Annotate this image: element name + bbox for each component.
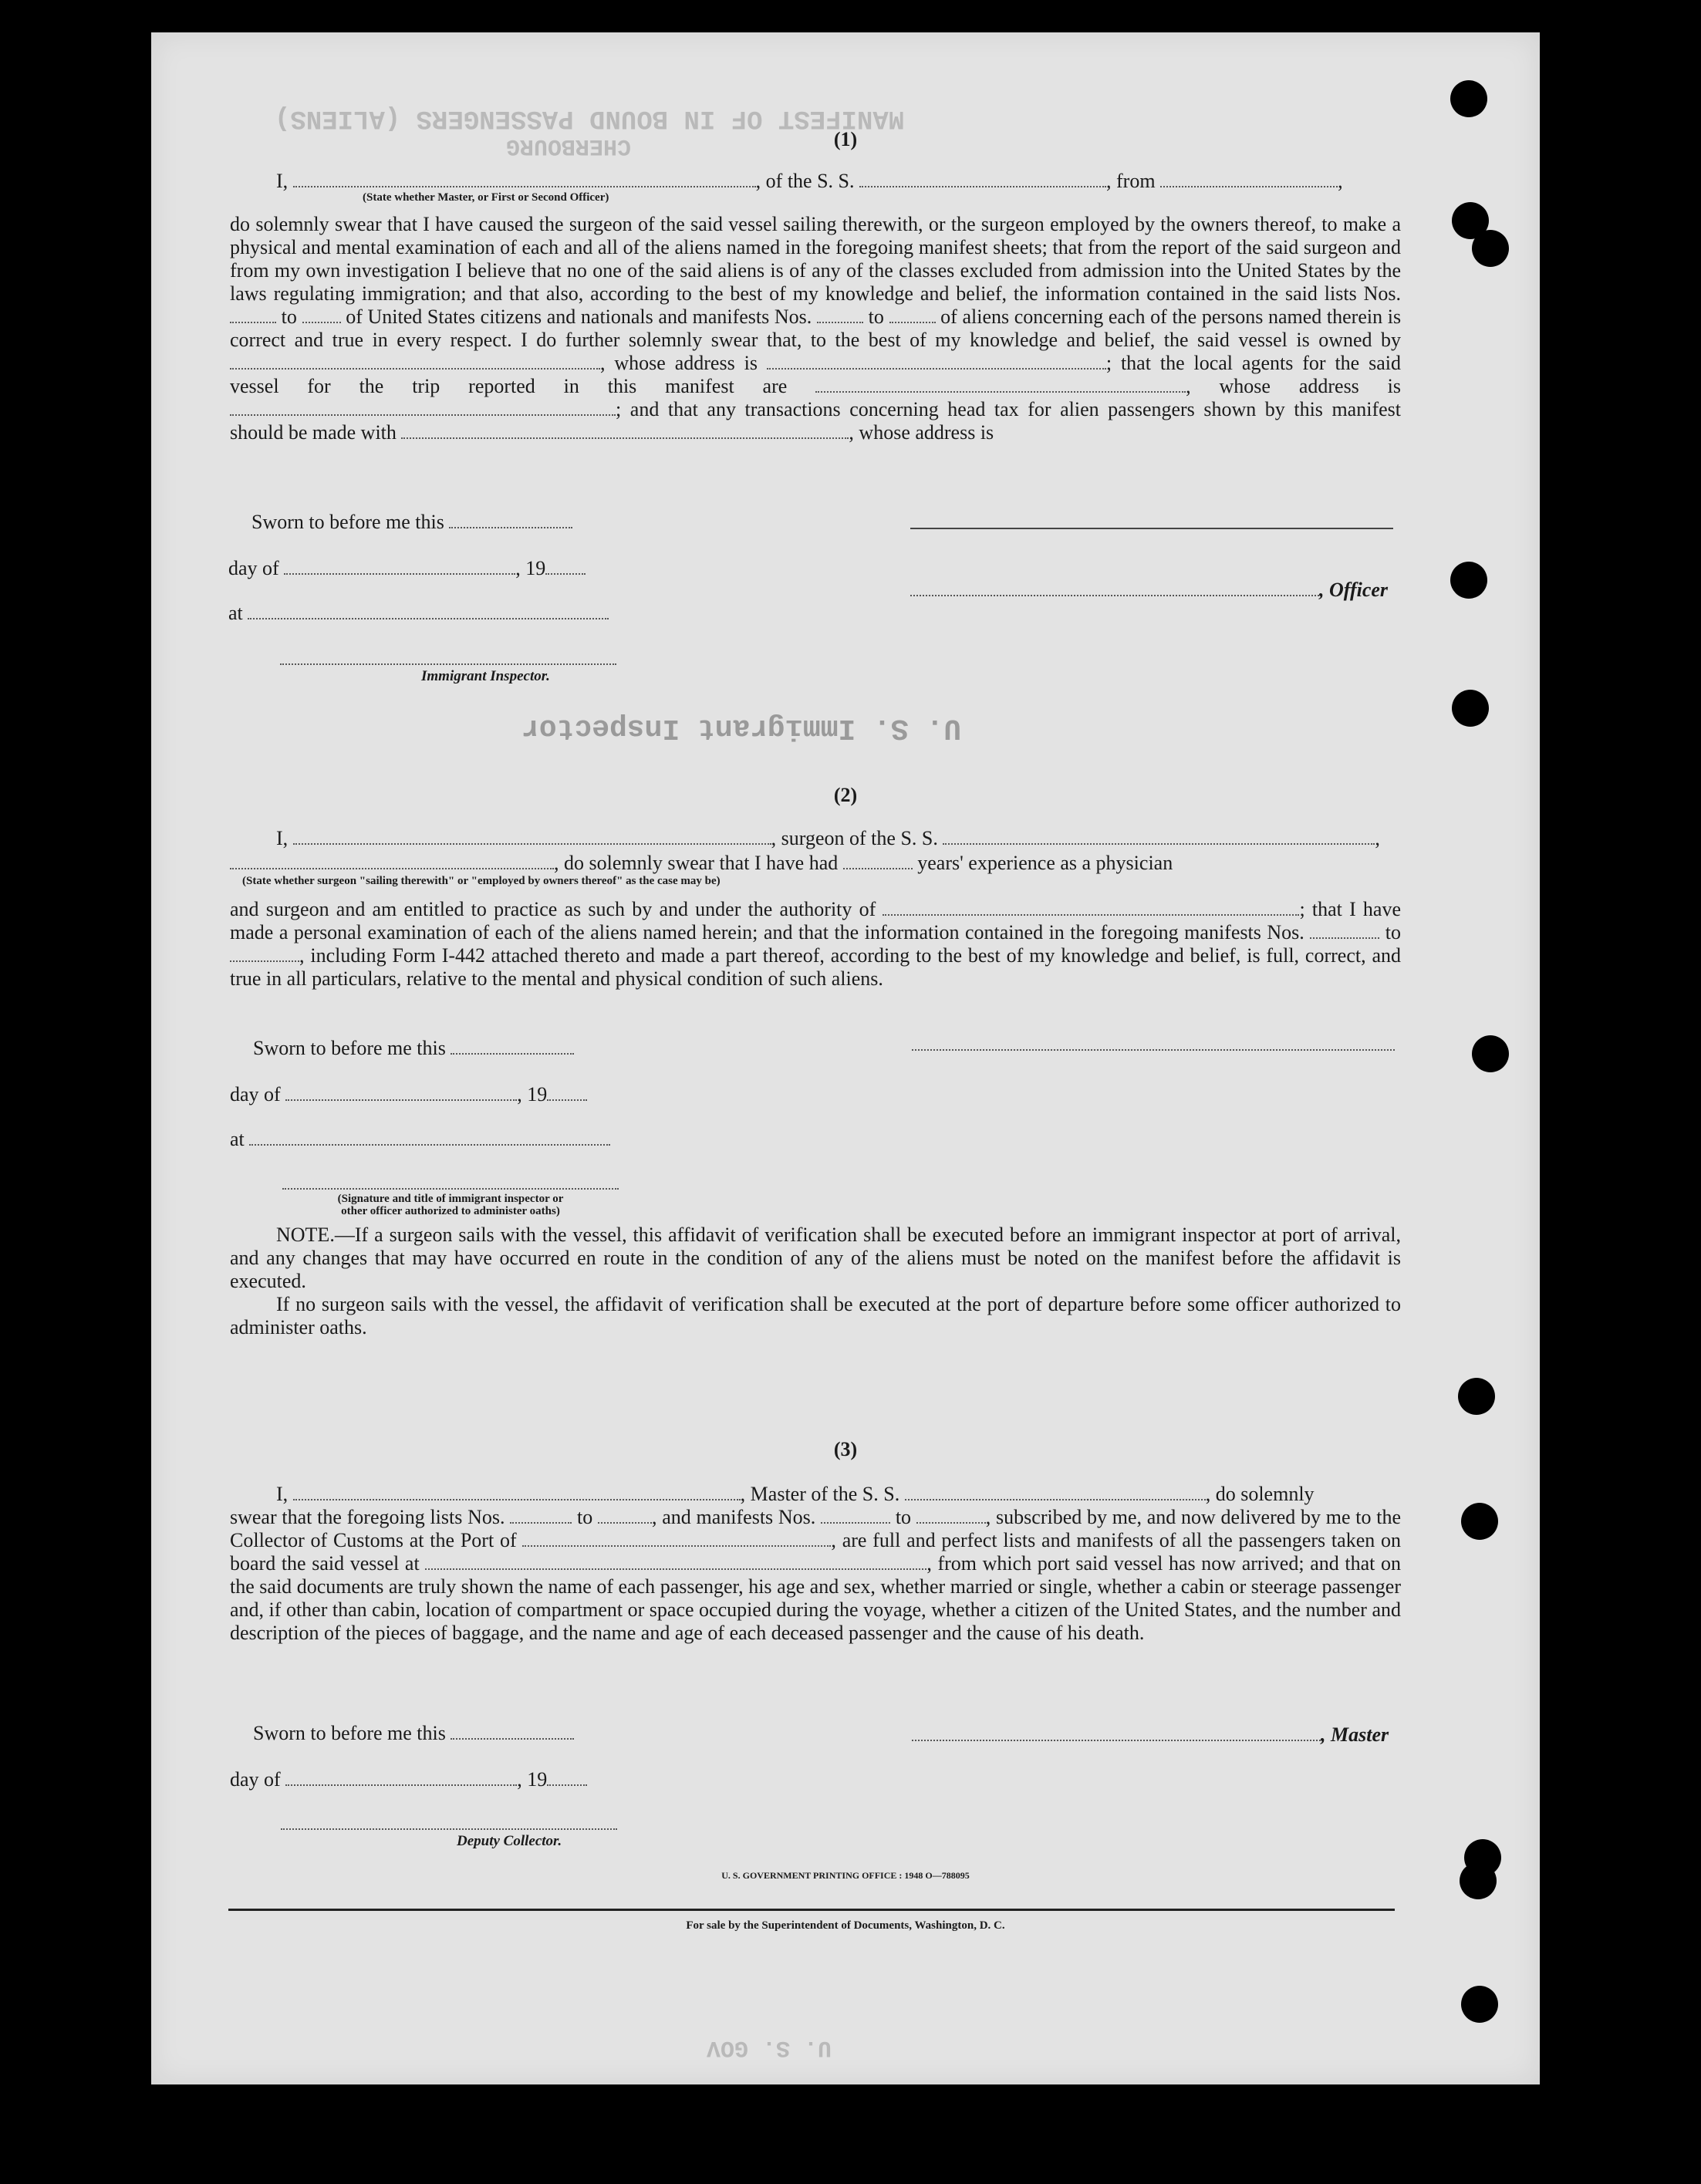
section-2-signature-caption: (Signature and title of immigrant inspector or other officer authorized to administer oaths) (337, 1193, 564, 1217)
section-2-day-line: day of , 19 (230, 1083, 587, 1106)
section-3-master-line: I, , Master of the S. S. , do solemnly (276, 1483, 1315, 1505)
section-2-oath-text: and surgeon and am entitled to practice as such by and under the authority of ; that I have made a personal examination of each of the aliens named herein; and that the information contained in the foregoing manifests Nos. to , including Form I-442 attached thereto and made a part thereof, according to the best of my knowledge and belief, is full, correct, and true in all particulars, relative to the mental and physical condition of such aliens. (230, 898, 1402, 990)
section-1-officer-signature-top-line (910, 528, 1393, 529)
section-3-day-line: day of , 19 (230, 1768, 587, 1791)
section-2-surgeon-signature-line (912, 1049, 1395, 1051)
section-3-deputy-signature-line (281, 1828, 617, 1830)
form-page (151, 32, 1540, 2084)
section-1-inspector-signature-line (280, 663, 616, 665)
section-3-number: (3) (833, 1438, 858, 1460)
section-1-oath-text: do solemnly swear that I have caused the surgeon of the said vessel sailing therewith, or the surgeon employed by the owners thereof, to make a physical and mental examination of each and all of the aliens named in the foregoing manifest sheets; that from the report of the said surgeon and from my own investigation I believe that no one of the said aliens is of any of the classes excluded from admission into the United States by the laws regulating immigration; and that also, according to the best of my knowledge and belief, the information contained in the said lists Nos. to of United States citizens and nationals and manifests Nos. to of aliens concerning each of the persons named therein is correct and true in every respect. I do further solemnly swear that, to the best of my knowledge and belief, the said vessel is owned by , whose address is ; that the local agents for the said vessel for the trip reported in this manifest are , whose address is ; and that any transactions concerning head tax for alien passengers shown by this manifest should be made with , whose address is (230, 213, 1402, 444)
punch-hole (1458, 1378, 1495, 1415)
punch-hole (1450, 80, 1487, 117)
faint-port-stamp: CHERBOURG (506, 133, 632, 159)
section-1-day-line: day of , 19 (228, 557, 586, 580)
section-2-experience-line: , do solemnly swear that I have had years' experience as a physician (230, 852, 1401, 875)
section-1-inspector-caption: Immigrant Inspector. (421, 668, 550, 684)
section-1-sworn-line: Sworn to before me this (251, 511, 572, 534)
section-1-at-line: at (228, 602, 609, 625)
section-1-officer-note: (State whether Master, or First or Second Officer) (363, 191, 609, 204)
punch-hole (1452, 690, 1489, 727)
punch-hole (1472, 1035, 1509, 1072)
punch-hole (1460, 1862, 1497, 1899)
section-2-surgeon-line: I, , surgeon of the S. S. , (276, 827, 1380, 849)
section-3-master-signature-line: , Master (912, 1723, 1389, 1747)
section-2-signature-line (282, 1188, 619, 1190)
section-2-surgeon-note: (State whether surgeon "sailing therewith" or "employed by owners thereof" as the case may be) (242, 875, 721, 887)
section-1-declarant-line: I, , of the S. S. , from , (276, 170, 1343, 192)
for-sale-line: For sale by the Superintendent of Documents, Washington, D. C. (686, 1919, 1005, 1932)
section-1-officer-signature-line: , Officer (910, 579, 1388, 602)
faint-inspector-stamp: U. S. Immigrant Inspector (521, 711, 962, 744)
section-2-number: (2) (833, 784, 858, 806)
section-1-number: (1) (833, 128, 858, 150)
section-2-sworn-line: Sworn to before me this (253, 1037, 574, 1060)
section-3-sworn-line: Sworn to before me this (253, 1722, 574, 1745)
section-2-note-2: If no surgeon sails with the vessel, the affidavit of verification shall be executed at the port of departure before some officer authorized to administer oaths. (230, 1293, 1401, 1338)
printing-office-line: U. S. GOVERNMENT PRINTING OFFICE : 1948 O—788095 (721, 1870, 970, 1881)
section-3-deputy-caption: Deputy Collector. (457, 1833, 562, 1849)
punch-hole (1472, 230, 1509, 267)
punch-hole (1461, 1986, 1498, 2023)
faint-header-stamp: MANIFEST OF IN BOUND PASSENGERS (ALIENS) (275, 103, 905, 133)
faint-bottom-stamp: U. S. GOV (707, 2034, 832, 2061)
section-2-note: NOTE.—If a surgeon sails with the vessel, this affidavit of verification shall be executed before an immigrant inspector at port of arrival, and any changes that may have occurred en route in the condition of any of the aliens must be noted on the manifest before the affidavit is executed. (230, 1224, 1401, 1292)
section-2-at-line: at (230, 1128, 610, 1151)
footer-rule (228, 1909, 1395, 1911)
punch-hole (1461, 1503, 1498, 1540)
punch-hole (1450, 562, 1487, 599)
section-3-oath-text: swear that the foregoing lists Nos. to , and manifests Nos. to , subscribed by me, and now delivered by me to the Collector of Customs at the Port of , are full and perfect lists and manifests of all the passengers taken on board the said vessel at , from which port said vessel has now arrived; and that on the said documents are truly shown the name of each passenger, his age and sex, whether married or single, whether a cabin or steerage passenger and, if other than cabin, location of compartment or space occupied during the voyage, whether a citizen of the United States, and the number and description of the pieces of baggage, and the name and age of each deceased passenger and the cause of his death. (230, 1506, 1402, 1644)
